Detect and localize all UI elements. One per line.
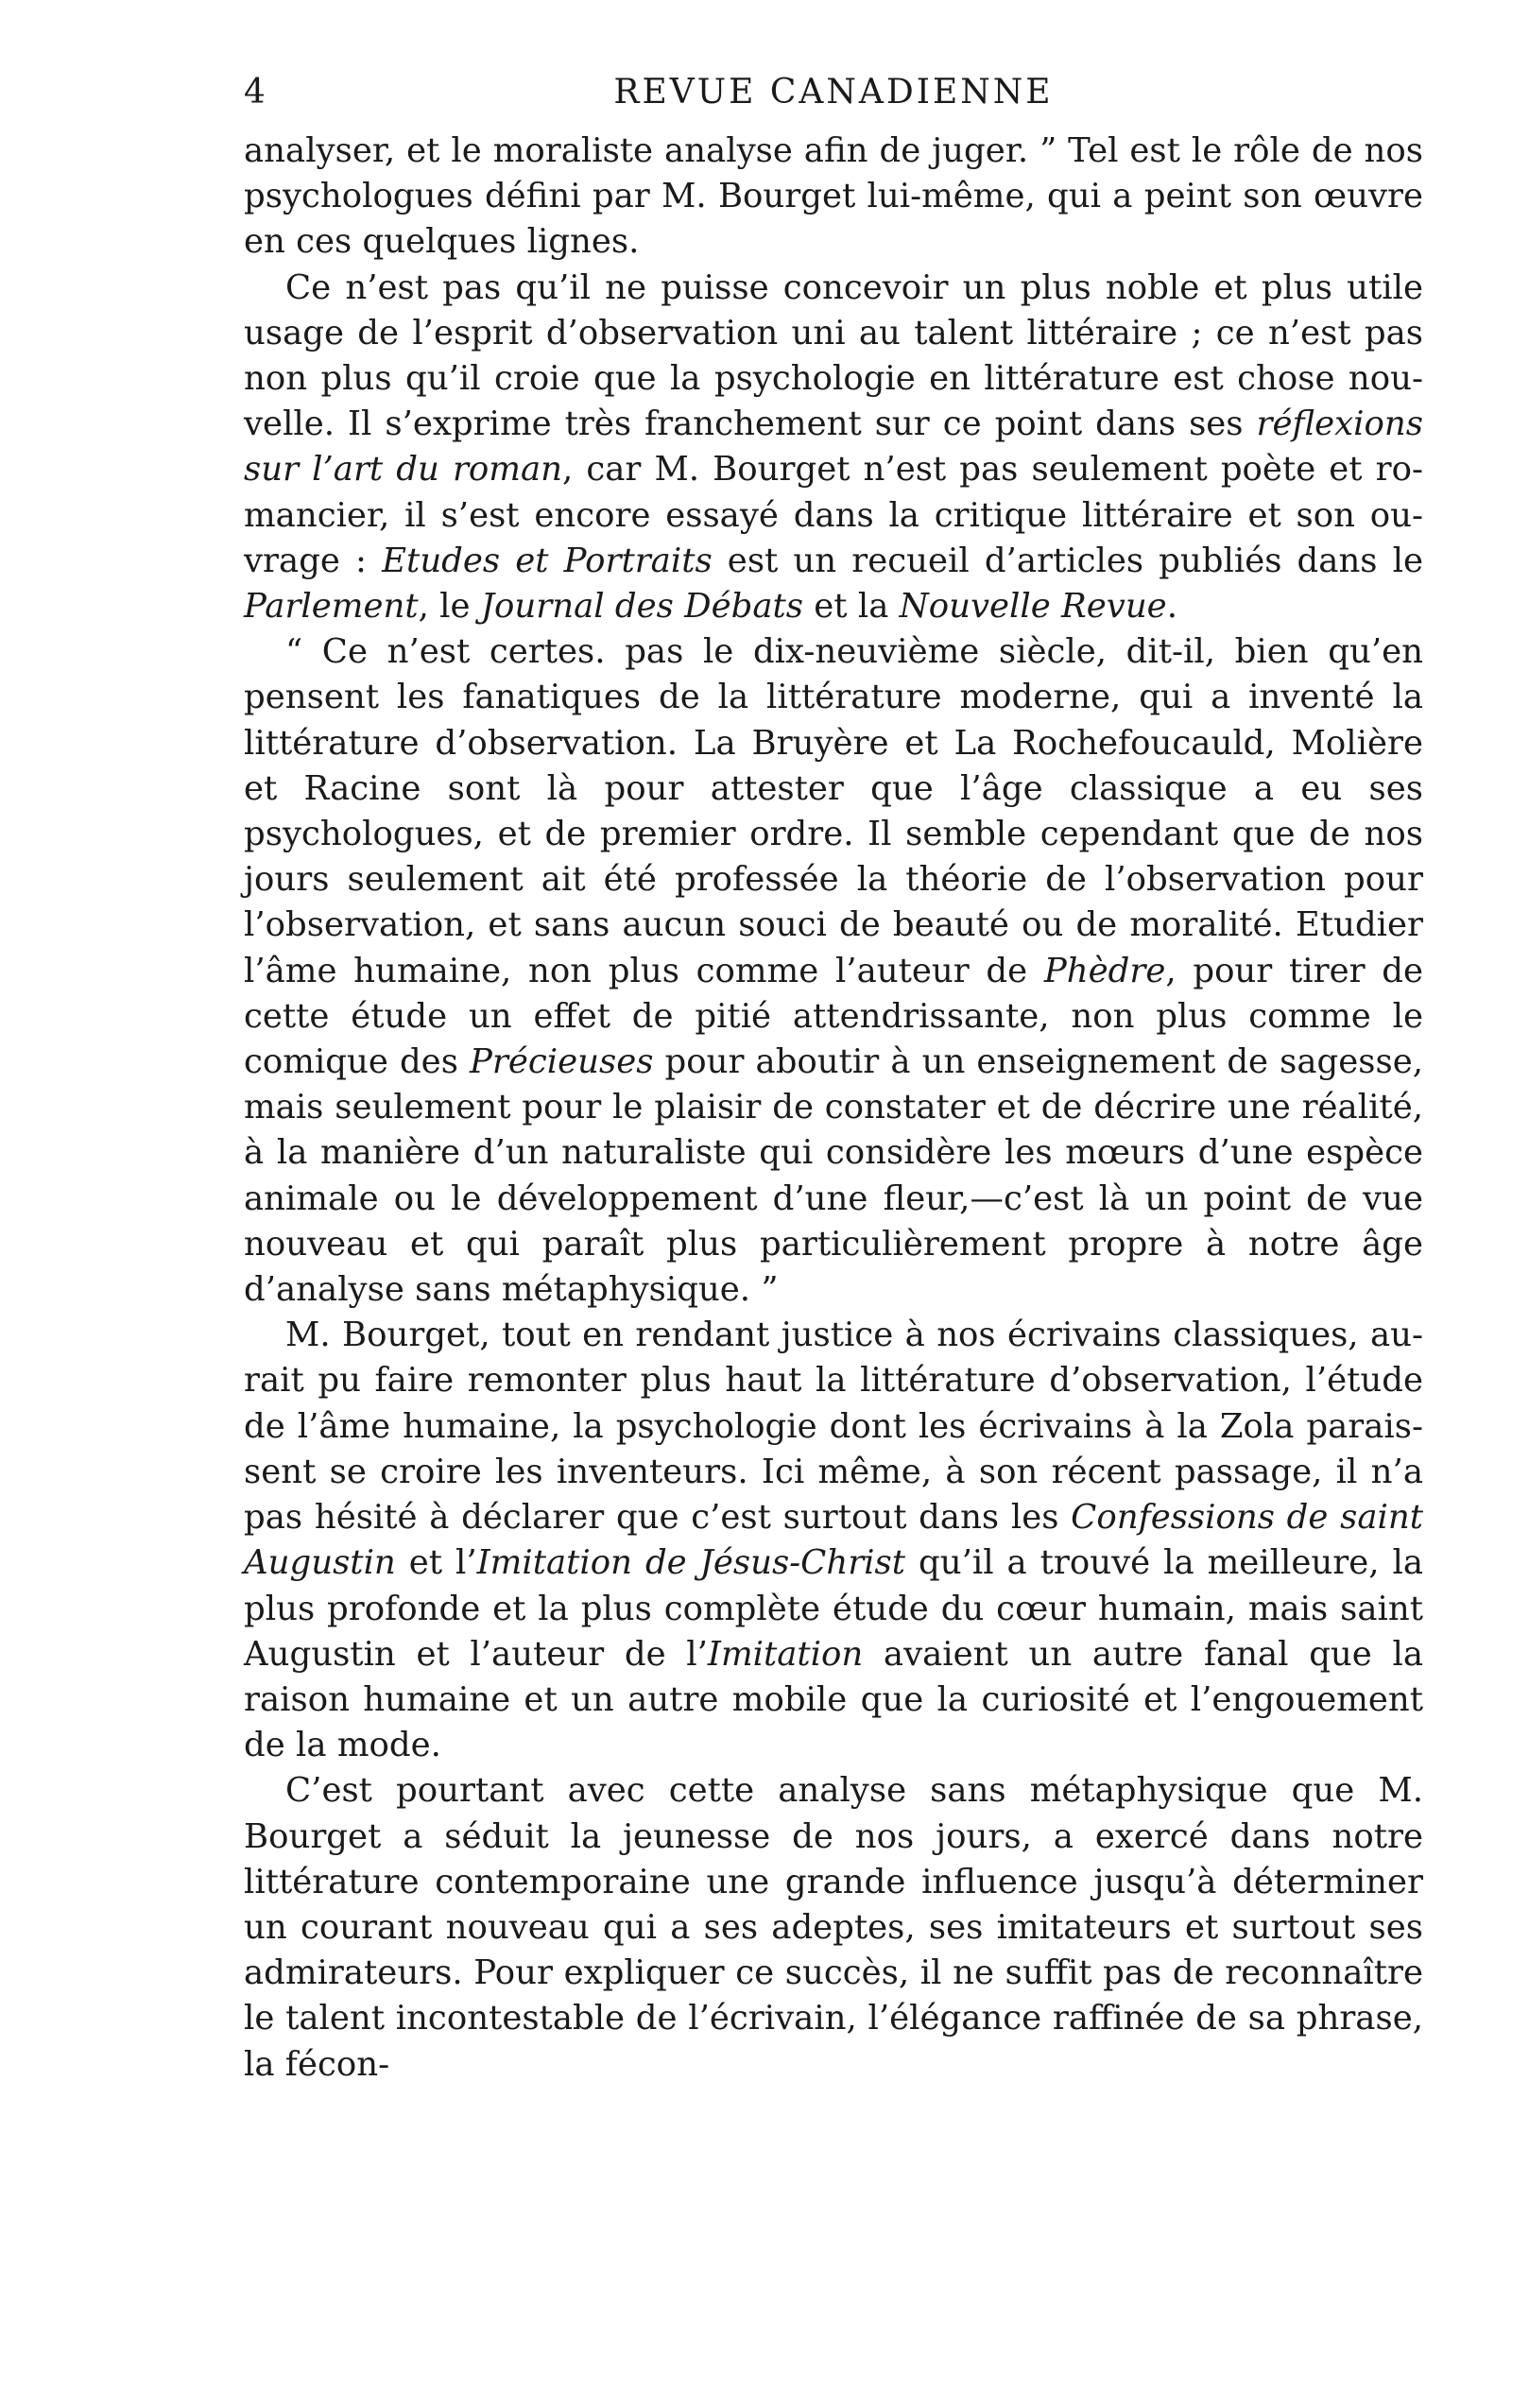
text-segment: , le: [418, 587, 481, 627]
running-head: [244, 64, 1423, 121]
text-segment: et la: [803, 587, 900, 627]
body-text: [244, 129, 1423, 2088]
text-segment: est un recueil d’articles publiés dans le: [712, 541, 1424, 580]
text-segment: .: [1166, 587, 1177, 627]
italic-text-segment: Imitation de Jésus-Christ: [476, 1543, 906, 1583]
italic-text-segment: Phèdre: [1043, 951, 1166, 990]
italic-text-segment: Nouvelle Revue: [899, 587, 1167, 627]
journal-title: REVUE CANADIENNE: [613, 73, 1054, 112]
text-segment: “ Ce n’est certes. pas le dix-neuvième siècle, dit-il, bien qu’en pensent les fanatiques de la littérature moderne, qui a inventé la littérature d’observation. La Bruyère et La Rochefoucauld, Molière et Racine sont là pour attester que l’âge classique a eu ses psychologues, et de premier ordre. Il semble cependant que de nos jours seulement ait été professée la théorie de l’observation pour l’observation, et sans aucun souci de beauté ou de moralité. Etudier l’âme humaine, non plus comme l’auteur de: [244, 632, 1423, 990]
paragraph: [244, 266, 1423, 630]
text-segment: qu’il a trouvé la meilleure, la plus profonde et la plus complète étude du cœur humain, mais saint Augustin et l’auteur de l’: [244, 1543, 1423, 1674]
text-segment: , car M. Bourget n’est pas seulement poète et romancier, il s’est encore essayé dans la critique littéraire et son ouvrage :: [244, 450, 1423, 580]
paragraph: [244, 1313, 1423, 1768]
text-segment: et l’: [395, 1543, 477, 1583]
italic-text-segment: Précieuses: [470, 1042, 654, 1082]
text-segment: pour aboutir à un enseignement de sagesse, mais seulement pour le plaisir de constater et de décrire une réalité, à la manière d’un naturaliste qui considère les mœurs d’une espèce animale ou le développement d’une fleur,—c’est là un point de vue nouveau et qui paraît plus particulièrement propre à notre âge d’analyse sans métaphysique. ”: [244, 1042, 1423, 1310]
paragraph: [244, 1768, 1423, 2087]
text-segment: C’est pourtant avec cette analyse sans métaphysique que M. Bourget a séduit la jeunesse de nos jours, a exercé dans notre littérature contemporaine une grande influence jusqu’à déterminer un courant nouveau qui a ses adeptes, ses imitateurs et surtout ses admirateurs. Pour expliquer ce succès, il ne suffit pas de reconnaître le talent incontestable de l’écrivain, l’élégance raffinée de sa phrase, la fécon-: [244, 1771, 1423, 2084]
italic-text-segment: Imitation: [707, 1634, 864, 1674]
italic-text-segment: Journal des Débats: [480, 587, 803, 627]
page-number: 4: [244, 73, 266, 112]
italic-text-segment: Confessions de saint Augustin: [244, 1498, 1423, 1583]
paragraph: [244, 129, 1423, 266]
text-segment: M. Bourget, tout en rendant justice à nos écrivains classiques, aurait pu faire remonter plus haut la littérature d’observation, l’étude de l’âme humaine, la psychologie dont les écrivains à la Zola paraissent se croire les inventeurs. Ici même, à son récent passage, il n’a pas hésité à déclarer que c’est surtout dans les: [244, 1316, 1423, 1538]
text-segment: avaient un autre fanal que la raison humaine et un autre mobile que la curiosité et l’engouement de la mode.: [244, 1634, 1423, 1765]
italic-text-segment: Etudes et Portraits: [382, 541, 713, 580]
paragraph: [244, 629, 1423, 1313]
page: [244, 64, 1423, 2088]
text-segment: , pour tirer de cette étude un effet de pitié attendrissante, non plus comme le comique des: [244, 951, 1423, 1082]
text-segment: analyser, et le moraliste analyse afin de juger. ” Tel est le rôle de nos psychologues défini par M. Bourget lui-même, qui a peint son œuvre en ces quelques lignes.: [244, 131, 1423, 262]
text-segment: Ce n’est pas qu’il ne puisse concevoir un plus noble et plus utile usage de l’esprit d’observation uni au talent littéraire ; ce n’est pas non plus qu’il croie que la psychologie en littérature est chose nouvelle. Il s’exprime très franchement sur ce point dans ses: [244, 267, 1423, 444]
italic-text-segment: réflexions sur l’art du roman: [244, 404, 1423, 490]
italic-text-segment: Parlement: [244, 587, 419, 627]
